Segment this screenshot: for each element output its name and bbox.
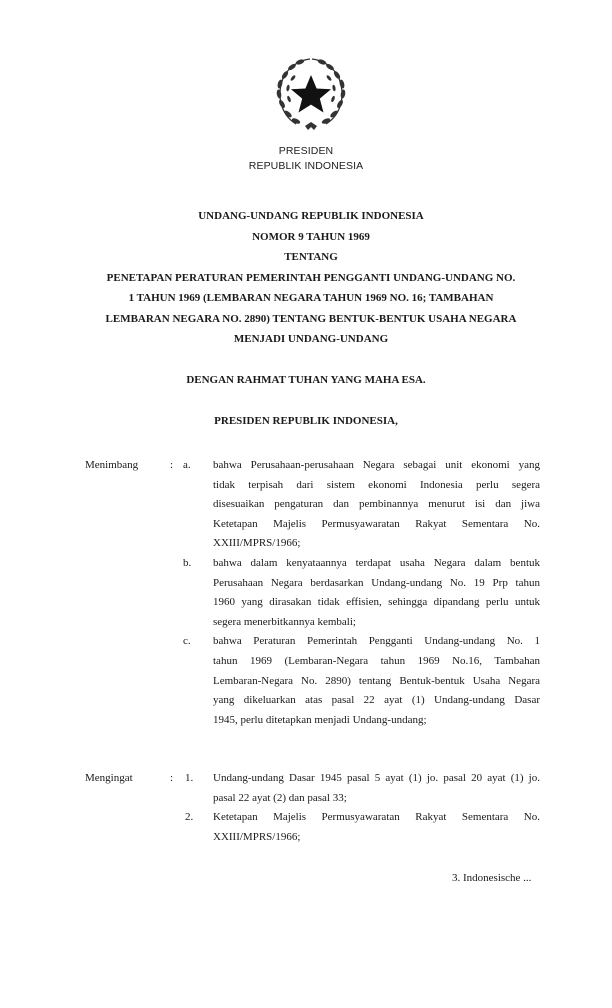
text-line: yang dikeluarkan atas pasal 22 ayat (1) Undang-undang Dasar: [213, 694, 540, 707]
title-line: LEMBARAN NEGARA NO. 2890) TENTANG BENTUK-BENTUK USAHA NEGARA: [105, 312, 517, 325]
text-line: 1960 yang dirasakan tidak effisien, sehingga dipandang perlu untuk: [213, 596, 540, 609]
page-continuation-marker: 3. Indonesische ...: [452, 872, 532, 884]
item-marker: 2.: [185, 811, 194, 824]
list-item: [0, 769, 612, 808]
section-colon: :: [170, 772, 174, 784]
title-line: NOMOR 9 TAHUN 1969: [252, 230, 370, 243]
text-line: disesuaikan pengaturan dan pembinannya menurut isi dan jiwa: [213, 498, 540, 511]
section-label: Menimbang: [85, 459, 139, 471]
text-line: Undang-undang Dasar 1945 pasal 5 ayat (1) jo. pasal 20 ayat (1) jo.: [213, 772, 540, 784]
invocation: DENGAN RAHMAT TUHAN YANG MAHA ESA.: [186, 374, 426, 386]
item-text: [213, 632, 540, 730]
text-line: bahwa Peraturan Pemerintah Pengganti Undang-undang No. 1: [213, 635, 540, 648]
text-line: tahun 1969 (Lembaran-Negara tahun 1969 No.16, Tambahan: [213, 654, 540, 667]
title-line: 1 TAHUN 1969 (LEMBARAN NEGARA TAHUN 1969 NO. 16; TAMBAHAN: [128, 292, 494, 304]
section-mengingat: [0, 769, 612, 847]
item-marker: 1.: [185, 772, 194, 784]
text-line: Lembaran-Negara No. 2890) tentang Bentuk-bentuk Usaha Negara: [213, 674, 540, 687]
text-line: XXIII/MPRS/1966;: [213, 830, 301, 843]
item-marker: a.: [183, 459, 191, 471]
list-item: [0, 808, 612, 847]
item-text: [213, 554, 540, 632]
title-line: PENETAPAN PERATURAN PEMERINTAH PENGGANTI UNDANG-UNDANG NO.: [106, 271, 516, 284]
text-line: Ketetapan Majelis Permusyawaratan Rakyat Sementara No.: [213, 811, 540, 824]
text-line: XXIII/MPRS/1966;: [213, 537, 301, 550]
header-republik-indonesia: REPUBLIK INDONESIA: [248, 160, 364, 172]
section-colon: :: [170, 459, 174, 471]
text-line: tidak terpisah dari sistem ekonomi Indonesia perlu segera: [213, 478, 540, 491]
list-item: [0, 456, 612, 554]
text-line: segera menerbitkannya kembali;: [213, 615, 356, 628]
item-marker: b.: [183, 556, 192, 569]
text-line: bahwa Perusahaan-perusahaan Negara sebagai unit ekonomi yang: [213, 459, 540, 471]
text-line: 1945, perlu ditetapkan menjadi Undang-undang;: [213, 713, 427, 726]
title-line: UNDANG-UNDANG REPUBLIK INDONESIA: [198, 210, 424, 222]
title-line: MENJADI UNDANG-UNDANG: [233, 333, 389, 345]
text-line: Perusahaan Negara berdasarkan Undang-undang No. 19 Prp tahun: [213, 576, 540, 589]
text-line: pasal 22 ayat (2) dan pasal 33;: [213, 791, 347, 804]
title-line: TENTANG: [284, 251, 338, 263]
item-text: [213, 456, 540, 554]
list-item: [0, 632, 612, 730]
item-marker: c.: [183, 635, 191, 648]
text-line: Ketetapan Majelis Permusyawaratan Rakyat Sementara No.: [213, 517, 540, 530]
text-line: bahwa dalam kenyataannya terdapat usaha Negara dalam bentuk: [213, 556, 540, 569]
item-text: [213, 769, 540, 808]
document-title: [80, 206, 542, 350]
section-label: Mengingat: [85, 772, 133, 784]
section-menimbang: [0, 456, 612, 730]
enacting-authority: PRESIDEN REPUBLIK INDONESIA,: [214, 415, 398, 427]
header-presiden: PRESIDEN: [278, 145, 334, 157]
item-text: [213, 808, 540, 847]
presidential-emblem-icon: [272, 54, 350, 134]
list-item: [0, 554, 612, 632]
